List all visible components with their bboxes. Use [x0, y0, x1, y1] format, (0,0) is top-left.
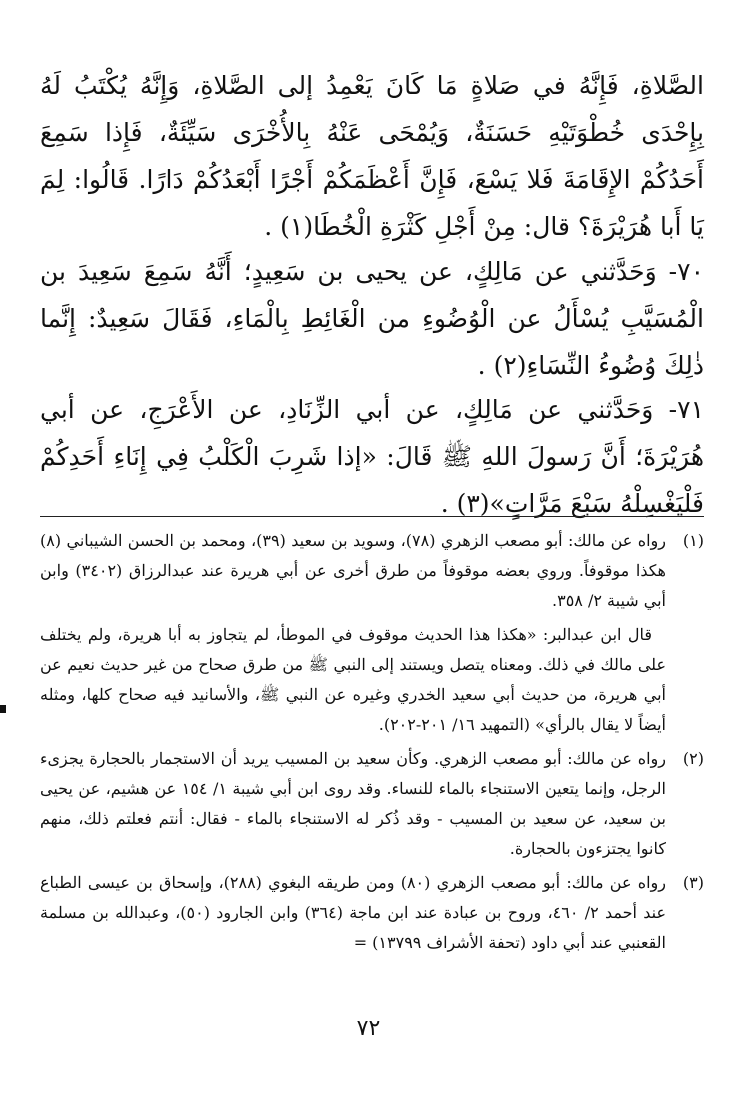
footnotes-section — [40, 526, 704, 962]
footnote-text: رواه عن مالك: أبو مصعب الزهري. وكأن سعيد بن المسيب يريد أن الاستجمار بالحجارة يجزىء الرجل، وإنما يتعين الاستنجاء بالماء للنساء. وقد روى ابن أبي شيبة ١/ ١٥٤ عن هشيم، عن يحيى بن سعيد، عن سعيد بن المسيب - وقد ذُكر له الاستنجاء بالماء - فقال: أنتم فعلتم ذلك، منهم كانوا يجتزءون بالحجارة. — [40, 749, 666, 858]
footnote-number: (٣) — [682, 873, 704, 892]
margin-mark — [0, 705, 6, 713]
footnote-1 — [40, 526, 704, 740]
main-text-paragraph-2 — [40, 248, 704, 389]
hadith-text: ٧١- وَحَدَّثني عن مَالِكٍ، عن أبي الزِّنَادِ، عن الأَعْرَجِ، عن أبي هُرَيْرَةَ؛ أَنَّ رَسولَ اللهِ ﷺ قَالَ: «إذا شَرِبَ الْكَلْبُ فِي إِنَاءِ أَحَدِكُمْ فَلْيَغْسِلْهُ سَبْعَ مَرَّاتٍ»(٣) . — [40, 395, 704, 518]
footnote-text: رواه عن مالك: أبو مصعب الزهري (٧٨)، وسويد بن سعيد (٣٩)، ومحمد بن الحسن الشيباني (٨) هكذا موقوفاً. وروي بعضه موقوفاً من طرق أخرى عن أبي هريرة عند عبدالرزاق (٣٤٠٢) وابن أبي شيبة ٢/ ٣٥٨. — [40, 531, 667, 610]
page-number: ٧٢ — [356, 1016, 381, 1041]
footnote-divider — [40, 516, 704, 517]
hadith-text: ٧٠- وَحَدَّثني عن مَالِكٍ، عن يحيى بن سَعِيدٍ؛ أَنَّهُ سَمِعَ سَعِيدَ بن الْمُسَيَّبِ يُسْأَلُ عن الْوُضُوءِ من الْغَائِطِ بِالْمَاءِ، فَقَالَ سَعِيدٌ: إِنَّما ذٰلِكَ وُضُوءُ النِّسَاءِ(٢) . — [40, 257, 704, 380]
footnote-text: رواه عن مالك: أبو مصعب الزهري (٨٠) ومن طريقه البغوي (٢٨٨)، وإسحاق بن عيسى الطباع عند أحمد ٢/ ٤٦٠، وروح بن عبادة عند ابن ماجة (٣٦٤) وابن الجارود (٥٠)، وعبدالله بن مسلمة القعنبي عند أبي داود (تحفة الأشراف ١٣٧٩٩) = — [40, 873, 667, 952]
footnote-3 — [40, 868, 704, 958]
footnote-text: قال ابن عبدالبر: «هكذا هذا الحديث موقوف في الموطأ، لم يتجاوز به أبا هريرة، ولم يختلف على مالك في ذلك. ومعناه يتصل ويستند إلى النبي ﷺ من طرق صحاح من غير حديث نعيم عن أبي هريرة، من حديث أبي سعيد الخدري وغيره عن النبي ﷺ، والأسانيد فيه صحاح كلها، ومثله أيضاً لا يقال بالرأي» (التمهيد ١٦/ ٢٠١-٢٠٢). — [40, 625, 667, 734]
footnote-2 — [40, 744, 704, 864]
footnote-number: (٢) — [682, 749, 704, 768]
main-text-paragraph-1 — [40, 62, 704, 250]
hadith-text: الصَّلاةِ، فَإِنَّهُ في صَلاةٍ مَا كَانَ يَعْمِدُ إلى الصَّلاةِ، وَإِنَّهُ يُكْتَبُ لَهُ بِإِحْدَى خُطْوَتَيْهِ حَسَنَةٌ، وَيُمْحَى عَنْهُ بِالأُخْرَى سَيِّئَةٌ، فَإِذا سَمِعَ أَحَدُكُمْ الإِقَامَةَ فَلا يَسْعَ، فَإِنَّ أَعْظَمَكُمْ أَجْرًا أَبْعَدُكُمْ دَارًا. قَالُوا: لِمَ يَا أَبا هُرَيْرَةَ؟ قال: مِنْ أَجْلِ كَثْرَةِ الْخُطَا(١) . — [40, 71, 704, 241]
footnote-number: (١) — [682, 531, 704, 550]
main-text-paragraph-3 — [40, 386, 704, 527]
